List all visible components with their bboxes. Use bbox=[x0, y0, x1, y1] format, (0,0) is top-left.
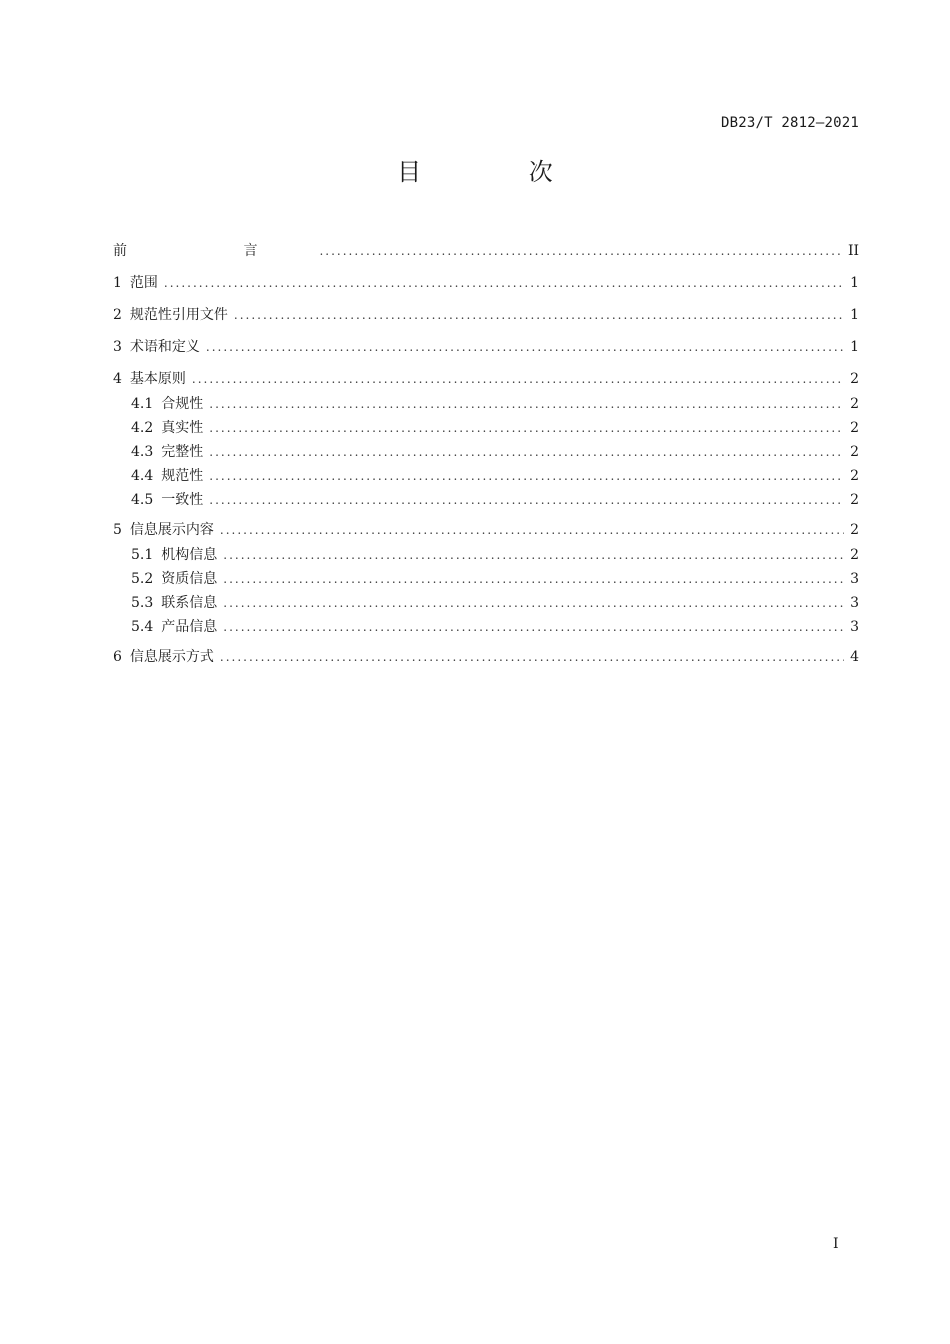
toc-entry-page: 3 bbox=[850, 619, 859, 635]
toc-entry-page: 2 bbox=[850, 396, 859, 412]
toc-leader-dots bbox=[223, 569, 844, 589]
toc-leader-dots bbox=[223, 617, 844, 637]
toc-entry-page: 2 bbox=[850, 468, 859, 484]
toc-entry-number: 4.3 bbox=[131, 444, 154, 460]
toc-entry-label: 信息展示内容 bbox=[129, 522, 214, 538]
toc-entry-number: 5.3 bbox=[131, 595, 154, 611]
toc-entry-number: 4.5 bbox=[131, 492, 154, 508]
toc-entry-4-3[interactable] bbox=[131, 442, 859, 462]
toc-entry-1[interactable] bbox=[113, 273, 859, 293]
toc-entry-page: 4 bbox=[850, 649, 859, 665]
toc-entry-page: 2 bbox=[850, 371, 859, 387]
toc-entry-5-2[interactable] bbox=[131, 569, 859, 589]
toc-entry-label: 前 言 bbox=[113, 243, 314, 259]
toc-entry-5[interactable] bbox=[113, 520, 859, 540]
toc-entry-label: 范围 bbox=[129, 275, 158, 291]
toc-entry-page: 2 bbox=[850, 444, 859, 460]
toc-entry-page: 2 bbox=[850, 492, 859, 508]
toc-leader-dots bbox=[319, 241, 841, 261]
toc-entry-page: 1 bbox=[850, 275, 859, 291]
toc-entry-label: 术语和定义 bbox=[129, 339, 200, 355]
toc-leader-dots bbox=[209, 490, 844, 510]
toc-entry-page: 2 bbox=[850, 420, 859, 436]
toc-leader-dots bbox=[209, 466, 844, 486]
toc-leader-dots bbox=[220, 647, 844, 667]
toc-leader-dots bbox=[234, 305, 844, 325]
toc-entry-5-4[interactable] bbox=[131, 617, 859, 637]
toc-leader-dots bbox=[209, 442, 844, 462]
toc-leader-dots bbox=[209, 418, 844, 438]
toc-leader-dots bbox=[223, 593, 844, 613]
page-title: 目 次 bbox=[397, 158, 603, 186]
toc-entry-number: 1 bbox=[113, 275, 122, 291]
toc-entry-4-1[interactable] bbox=[131, 394, 859, 414]
toc-entry-number: 4.1 bbox=[131, 396, 154, 412]
toc-entry-4-2[interactable] bbox=[131, 418, 859, 438]
toc-entry-page: 1 bbox=[850, 307, 859, 323]
toc-leader-dots bbox=[206, 337, 844, 357]
toc-entry-number: 6 bbox=[113, 649, 122, 665]
toc-entry-number: 2 bbox=[113, 307, 122, 323]
toc-leader-dots bbox=[209, 394, 844, 414]
toc-entry-number: 5.4 bbox=[131, 619, 154, 635]
toc-entry-label: 合规性 bbox=[161, 396, 204, 412]
toc-entry-number: 5.1 bbox=[131, 547, 154, 563]
toc-entry-4[interactable] bbox=[113, 369, 859, 389]
toc-leader-dots bbox=[164, 273, 844, 293]
toc-entry-label: 联系信息 bbox=[161, 595, 218, 611]
toc-entry-number: 4.4 bbox=[131, 468, 154, 484]
toc-entry-6[interactable] bbox=[113, 647, 859, 667]
toc-entry-number: 3 bbox=[113, 339, 122, 355]
toc-entry-label: 信息展示方式 bbox=[129, 649, 214, 665]
toc-entry-4-4[interactable] bbox=[131, 466, 859, 486]
toc-entry-label: 基本原则 bbox=[129, 371, 186, 387]
toc-entry-page: 2 bbox=[850, 522, 859, 538]
toc-entry-foreword[interactable] bbox=[113, 241, 859, 261]
toc-leader-dots bbox=[220, 520, 844, 540]
toc-leader-dots bbox=[223, 545, 844, 565]
toc-entry-4-5[interactable] bbox=[131, 490, 859, 510]
toc-entry-2[interactable] bbox=[113, 305, 859, 325]
toc-entry-3[interactable] bbox=[113, 337, 859, 357]
page-number: I bbox=[833, 1236, 839, 1252]
toc-entry-number: 4.2 bbox=[131, 420, 154, 436]
toc-entry-page: II bbox=[847, 243, 859, 259]
toc-entry-label: 产品信息 bbox=[161, 619, 218, 635]
toc-entry-label: 规范性 bbox=[161, 468, 204, 484]
toc-entry-number: 4 bbox=[113, 371, 122, 387]
toc-entry-label: 规范性引用文件 bbox=[129, 307, 228, 323]
toc-entry-label: 资质信息 bbox=[161, 571, 218, 587]
doc-number: DB23/T 2812—2021 bbox=[720, 115, 859, 131]
toc-entry-page: 1 bbox=[850, 339, 859, 355]
toc-leader-dots bbox=[192, 369, 844, 389]
toc-entry-page: 3 bbox=[850, 595, 859, 611]
toc-entry-number: 5.2 bbox=[131, 571, 154, 587]
toc-entry-number: 5 bbox=[113, 522, 122, 538]
toc-entry-page: 3 bbox=[850, 571, 859, 587]
toc-entry-label: 完整性 bbox=[161, 444, 204, 460]
toc-entry-label: 一致性 bbox=[161, 492, 204, 508]
toc-entry-5-1[interactable] bbox=[131, 545, 859, 565]
toc-entry-page: 2 bbox=[850, 547, 859, 563]
toc-entry-5-3[interactable] bbox=[131, 593, 859, 613]
toc-entry-label: 真实性 bbox=[161, 420, 204, 436]
toc-entry-label: 机构信息 bbox=[161, 547, 218, 563]
